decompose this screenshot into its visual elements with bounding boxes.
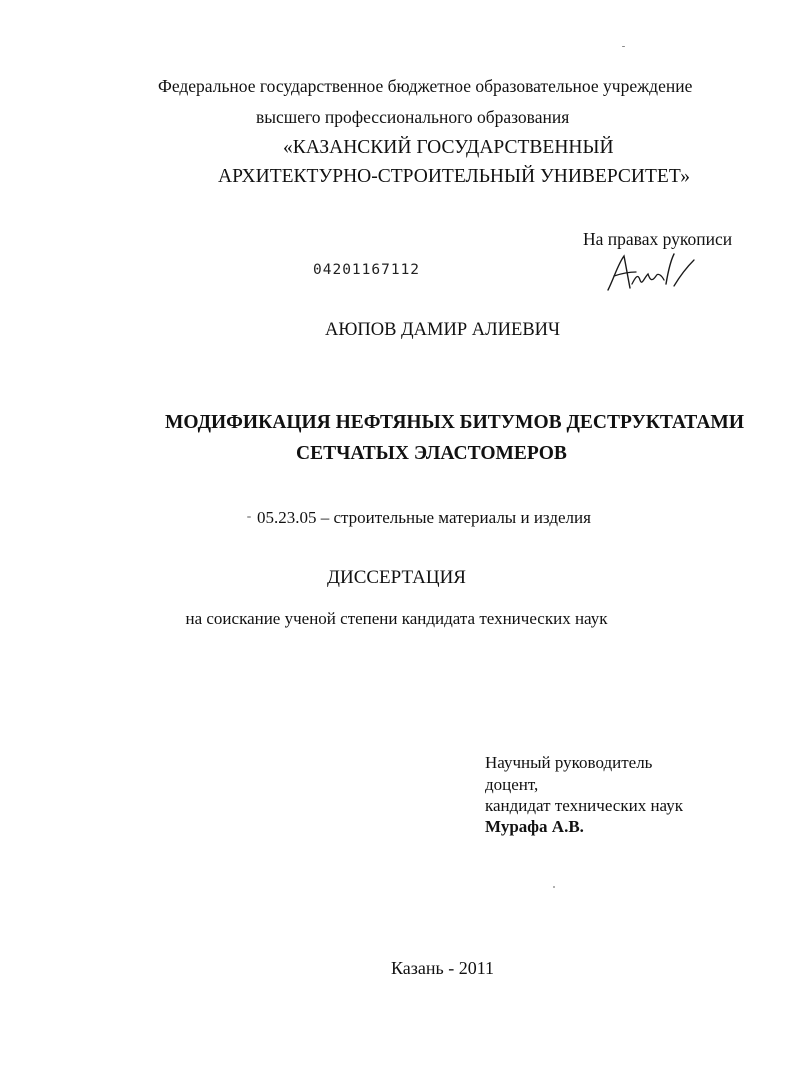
- signature-icon: [604, 250, 696, 296]
- header-line-education-level: высшего профессионального образования: [256, 107, 570, 127]
- thesis-title-line-2: СЕТЧАТЫХ ЭЛАСТОМЕРОВ: [296, 443, 567, 464]
- header-line-institution-type: Федеральное государственное бюджетное образовательное учреждение: [158, 76, 693, 96]
- scan-speck: [553, 886, 555, 888]
- footer-city-year: Казань - 2011: [391, 958, 495, 978]
- header-line-university-name-1: «КАЗАНСКИЙ ГОСУДАРСТВЕННЫЙ: [283, 137, 614, 158]
- degree-purpose: на соискание ученой степени кандидата технических наук: [185, 609, 608, 628]
- header-line-university-name-2: АРХИТЕКТУРНО-СТРОИТЕЛЬНЫЙ УНИВЕРСИТЕТ»: [218, 166, 690, 187]
- scan-speck: [247, 516, 251, 518]
- author-name: АЮПОВ ДАМИР АЛИЕВИЧ: [325, 320, 561, 340]
- document-type: ДИССЕРТАЦИЯ: [327, 567, 466, 588]
- thesis-title-line-1: МОДИФИКАЦИЯ НЕФТЯНЫХ БИТУМОВ ДЕСТРУКТАТАМИ: [165, 412, 744, 433]
- manuscript-note: На правах рукописи: [583, 229, 733, 249]
- scan-speck: [622, 46, 625, 47]
- archive-number: 04201167112: [313, 262, 421, 278]
- specialty-code: 05.23.05 – строительные материалы и изделия: [257, 508, 591, 527]
- advisor-role: Научный руководитель: [485, 753, 653, 772]
- advisor-position: доцент,: [485, 775, 539, 794]
- advisor-degree: кандидат технических наук: [485, 796, 683, 815]
- advisor-name: Мурафа А.В.: [485, 817, 584, 836]
